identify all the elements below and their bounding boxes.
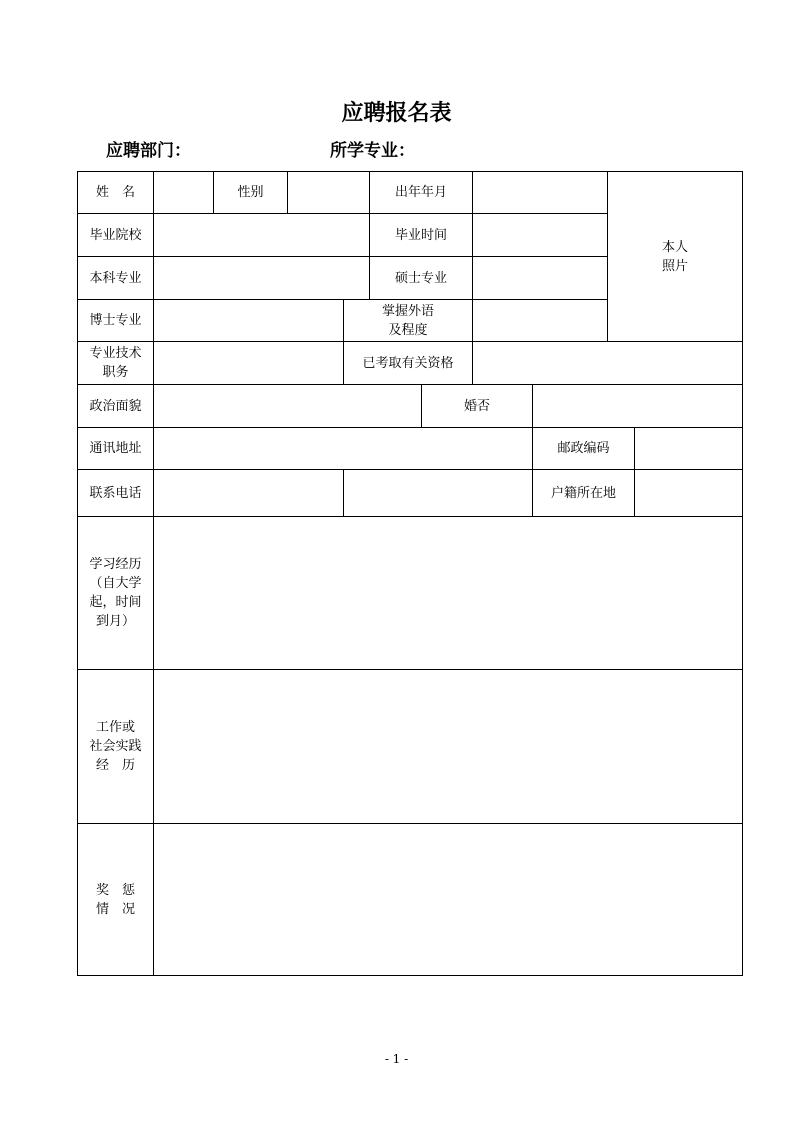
postcode-label: 邮政编码 <box>532 427 635 470</box>
name-label: 姓 名 <box>77 171 154 214</box>
postcode-field[interactable] <box>634 427 743 470</box>
marital-field[interactable] <box>532 384 743 428</box>
photo-box[interactable] <box>607 171 743 342</box>
undergrad-major-label: 本科专业 <box>77 256 154 300</box>
language-label: 掌握外语 及程度 <box>343 299 473 342</box>
work-field[interactable] <box>153 669 743 824</box>
major-label: 所学专业： <box>330 141 415 161</box>
gender-label: 性别 <box>213 171 288 214</box>
school-field[interactable] <box>153 213 370 257</box>
phd-major-label: 博士专业 <box>77 299 154 342</box>
birth-label: 出年年月 <box>369 171 473 214</box>
grad-time-field[interactable] <box>472 213 608 257</box>
awards-field[interactable] <box>153 823 743 976</box>
hukou-field[interactable] <box>634 469 743 517</box>
qualification-label: 已考取有关资格 <box>343 341 473 385</box>
department-label: 应聘部门： <box>106 141 191 161</box>
undergrad-major-field[interactable] <box>153 256 370 300</box>
work-label: 工作或 社会实践 经 历 <box>77 669 154 824</box>
master-major-field[interactable] <box>472 256 608 300</box>
grad-time-label: 毕业时间 <box>369 213 473 257</box>
language-field[interactable] <box>472 299 608 342</box>
political-label: 政治面貌 <box>77 384 154 428</box>
marital-label: 婚否 <box>421 384 533 428</box>
phone-field-2[interactable] <box>343 469 533 517</box>
tech-title-field[interactable] <box>153 341 344 385</box>
birth-field[interactable] <box>472 171 608 214</box>
page-number: - 1 - <box>384 1052 409 1066</box>
photo-label: 本人 照片 <box>661 239 688 274</box>
political-field[interactable] <box>153 384 422 428</box>
address-field[interactable] <box>153 427 533 470</box>
education-label: 学习经历 （自大学 起，时间 到月） <box>77 516 154 670</box>
form-title: 应聘报名表 <box>341 100 452 126</box>
gender-field[interactable] <box>287 171 370 214</box>
awards-label: 奖 惩 情 况 <box>77 823 154 976</box>
phd-major-field[interactable] <box>153 299 344 342</box>
school-label: 毕业院校 <box>77 213 154 257</box>
education-field[interactable] <box>153 516 743 670</box>
tech-title-label: 专业技术 职务 <box>77 341 154 385</box>
address-label: 通讯地址 <box>77 427 154 470</box>
name-field[interactable] <box>153 171 214 214</box>
qualification-field[interactable] <box>472 341 743 385</box>
master-major-label: 硕士专业 <box>369 256 473 300</box>
hukou-label: 户籍所在地 <box>532 469 635 517</box>
phone-field[interactable] <box>153 469 344 517</box>
phone-label: 联系电话 <box>77 469 154 517</box>
